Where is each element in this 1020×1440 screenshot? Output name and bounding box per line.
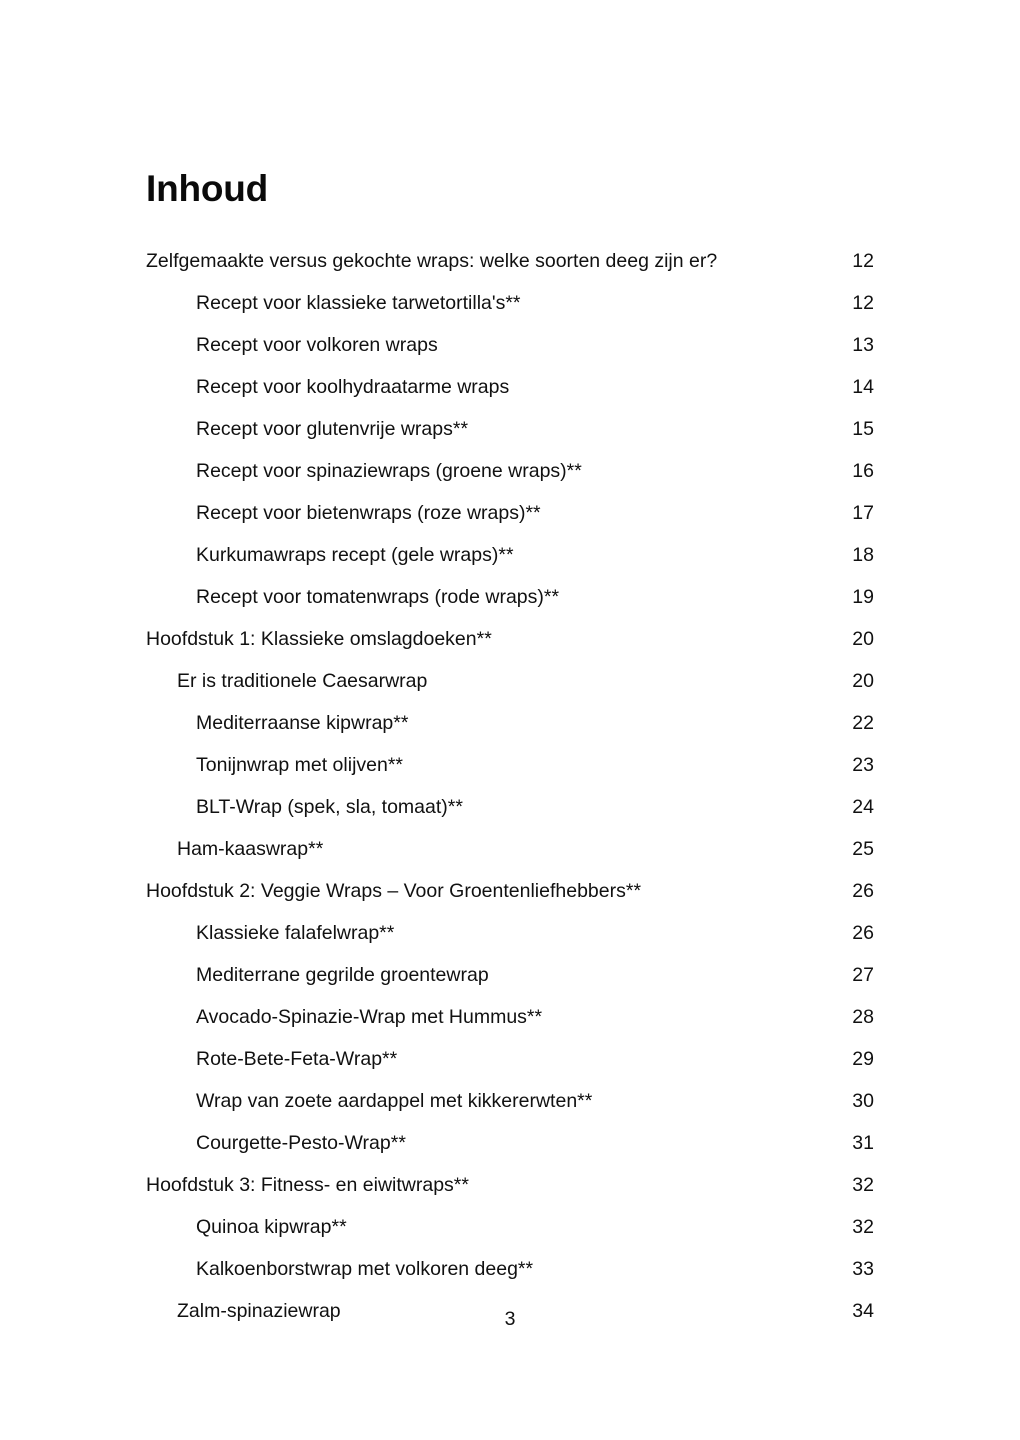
toc-entry[interactable] <box>146 1080 874 1122</box>
toc-dot-leader <box>410 752 838 772</box>
toc-entry-page-number: 15 <box>852 418 874 440</box>
toc-dot-leader <box>347 1214 838 1234</box>
toc-entry-label: Avocado-Spinazie-Wrap met Hummus** <box>196 1006 543 1028</box>
toc-entry[interactable] <box>146 240 874 282</box>
toc-dot-leader <box>476 1172 838 1192</box>
toc-entry-page-number: 30 <box>852 1090 874 1112</box>
toc-entry-label: Recept voor spinaziewraps (groene wraps)** <box>196 460 582 482</box>
toc-entry-label: Recept voor volkoren wraps <box>196 334 438 356</box>
toc-entry-label: Courgette-Pesto-Wrap** <box>196 1132 406 1154</box>
toc-entry[interactable] <box>146 324 874 366</box>
toc-entry[interactable] <box>146 702 874 744</box>
toc-entry-page-number: 32 <box>852 1216 874 1238</box>
toc-entry-label: Er is traditionele Caesarwrap <box>177 670 428 692</box>
toc-entry[interactable] <box>146 912 874 954</box>
toc-entry-page-number: 12 <box>852 250 874 272</box>
toc-entry-page-number: 27 <box>852 964 874 986</box>
toc-entry-label: Kalkoenborstwrap met volkoren deeg** <box>196 1258 534 1280</box>
toc-entry[interactable] <box>146 450 874 492</box>
toc-entry-label: Quinoa kipwrap** <box>196 1216 347 1238</box>
toc-entry-page-number: 28 <box>852 1006 874 1028</box>
toc-dot-leader <box>548 500 838 520</box>
toc-entry[interactable] <box>146 1122 874 1164</box>
toc-entry-label: Mediterraanse kipwrap** <box>196 712 409 734</box>
toc-dot-leader <box>438 332 838 352</box>
toc-entry[interactable] <box>146 954 874 996</box>
toc-dot-leader <box>549 1004 838 1024</box>
toc-dot-leader <box>434 668 838 688</box>
toc-entry[interactable] <box>146 576 874 618</box>
toc-dot-leader <box>514 542 838 562</box>
toc-dot-leader <box>413 1130 838 1150</box>
toc-entry-label: Zelfgemaakte versus gekochte wraps: welke soorten deeg zijn er? <box>146 250 718 272</box>
toc-entry[interactable] <box>146 786 874 828</box>
toc-entry-page-number: 33 <box>852 1258 874 1280</box>
toc-entry-page-number: 14 <box>852 376 874 398</box>
toc-entry-page-number: 25 <box>852 838 874 860</box>
toc-dot-leader <box>648 878 838 898</box>
toc-entry-page-number: 20 <box>852 670 874 692</box>
toc-entry-label: Recept voor tomatenwraps (rode wraps)** <box>196 586 560 608</box>
toc-dot-leader <box>599 1088 838 1108</box>
toc-dot-leader <box>323 836 838 856</box>
toc-entry-label: Recept voor klassieke tarwetortilla's** <box>196 292 521 314</box>
toc-entry-label: BLT-Wrap (spek, sla, tomaat)** <box>196 796 463 818</box>
toc-entry[interactable] <box>146 408 874 450</box>
toc-entry-label: Recept voor koolhydraatarme wraps <box>196 376 510 398</box>
toc-dot-leader <box>559 584 838 604</box>
toc-entry-page-number: 22 <box>852 712 874 734</box>
toc-entry[interactable] <box>146 660 874 702</box>
toc-entry[interactable] <box>146 828 874 870</box>
toc-dot-leader <box>509 374 838 394</box>
toc-entry-label: Wrap van zoete aardappel met kikkererwten** <box>196 1090 593 1112</box>
table-of-contents <box>146 240 874 1332</box>
toc-dot-leader <box>397 1046 838 1066</box>
toc-entry-page-number: 17 <box>852 502 874 524</box>
toc-dot-leader <box>540 1256 838 1276</box>
toc-dot-leader <box>489 962 838 982</box>
toc-entry[interactable] <box>146 366 874 408</box>
toc-entry-page-number: 24 <box>852 796 874 818</box>
page-title: Inhoud <box>146 167 269 209</box>
toc-entry-label: Mediterrane gegrilde groentewrap <box>196 964 489 986</box>
toc-entry-page-number: 26 <box>852 922 874 944</box>
toc-dot-leader <box>724 248 838 268</box>
toc-dot-leader <box>521 290 838 310</box>
toc-entry[interactable] <box>146 870 874 912</box>
toc-entry[interactable] <box>146 1164 874 1206</box>
toc-entry-label: Ham-kaaswrap** <box>177 838 324 860</box>
toc-entry-label: Recept voor bietenwraps (roze wraps)** <box>196 502 541 524</box>
toc-entry[interactable] <box>146 1038 874 1080</box>
toc-entry-page-number: 19 <box>852 586 874 608</box>
toc-dot-leader <box>492 626 838 646</box>
toc-entry[interactable] <box>146 534 874 576</box>
toc-entry-label: Tonijnwrap met olijven** <box>196 754 404 776</box>
toc-entry-page-number: 23 <box>852 754 874 776</box>
toc-entry-label: Rote-Bete-Feta-Wrap** <box>196 1048 398 1070</box>
toc-entry-page-number: 20 <box>852 628 874 650</box>
toc-entry[interactable] <box>146 618 874 660</box>
toc-entry-page-number: 32 <box>852 1174 874 1196</box>
toc-entry-page-number: 12 <box>852 292 874 314</box>
toc-entry[interactable] <box>146 996 874 1038</box>
toc-entry[interactable] <box>146 744 874 786</box>
toc-entry-page-number: 34 <box>852 1300 874 1322</box>
toc-entry-label: Hoofdstuk 3: Fitness- en eiwitwraps** <box>146 1174 469 1196</box>
toc-entry-label: Hoofdstuk 1: Klassieke omslagdoeken** <box>146 628 492 650</box>
toc-entry-label: Klassieke falafelwrap** <box>196 922 395 944</box>
toc-entry-page-number: 26 <box>852 880 874 902</box>
toc-dot-leader <box>463 794 838 814</box>
toc-entry-page-number: 29 <box>852 1048 874 1070</box>
toc-dot-leader <box>408 710 838 730</box>
toc-entry-label: Recept voor glutenvrije wraps** <box>196 418 469 440</box>
toc-dot-leader <box>468 416 838 436</box>
toc-entry[interactable] <box>146 282 874 324</box>
toc-entry-label: Zalm-spinaziewrap <box>177 1300 341 1322</box>
toc-entry-page-number: 16 <box>852 460 874 482</box>
toc-entry-page-number: 13 <box>852 334 874 356</box>
toc-entry[interactable] <box>146 1248 874 1290</box>
toc-entry-page-number: 18 <box>852 544 874 566</box>
toc-entry[interactable] <box>146 1206 874 1248</box>
toc-dot-leader <box>401 920 838 940</box>
toc-entry-label: Hoofdstuk 2: Veggie Wraps – Voor Groentenliefhebbers** <box>146 880 642 902</box>
toc-entry-label: Kurkumawraps recept (gele wraps)** <box>196 544 514 566</box>
toc-dot-leader <box>589 458 838 478</box>
toc-entry[interactable] <box>146 492 874 534</box>
toc-entry-page-number: 31 <box>852 1132 874 1154</box>
footer-page-number: 3 <box>504 1308 516 1330</box>
